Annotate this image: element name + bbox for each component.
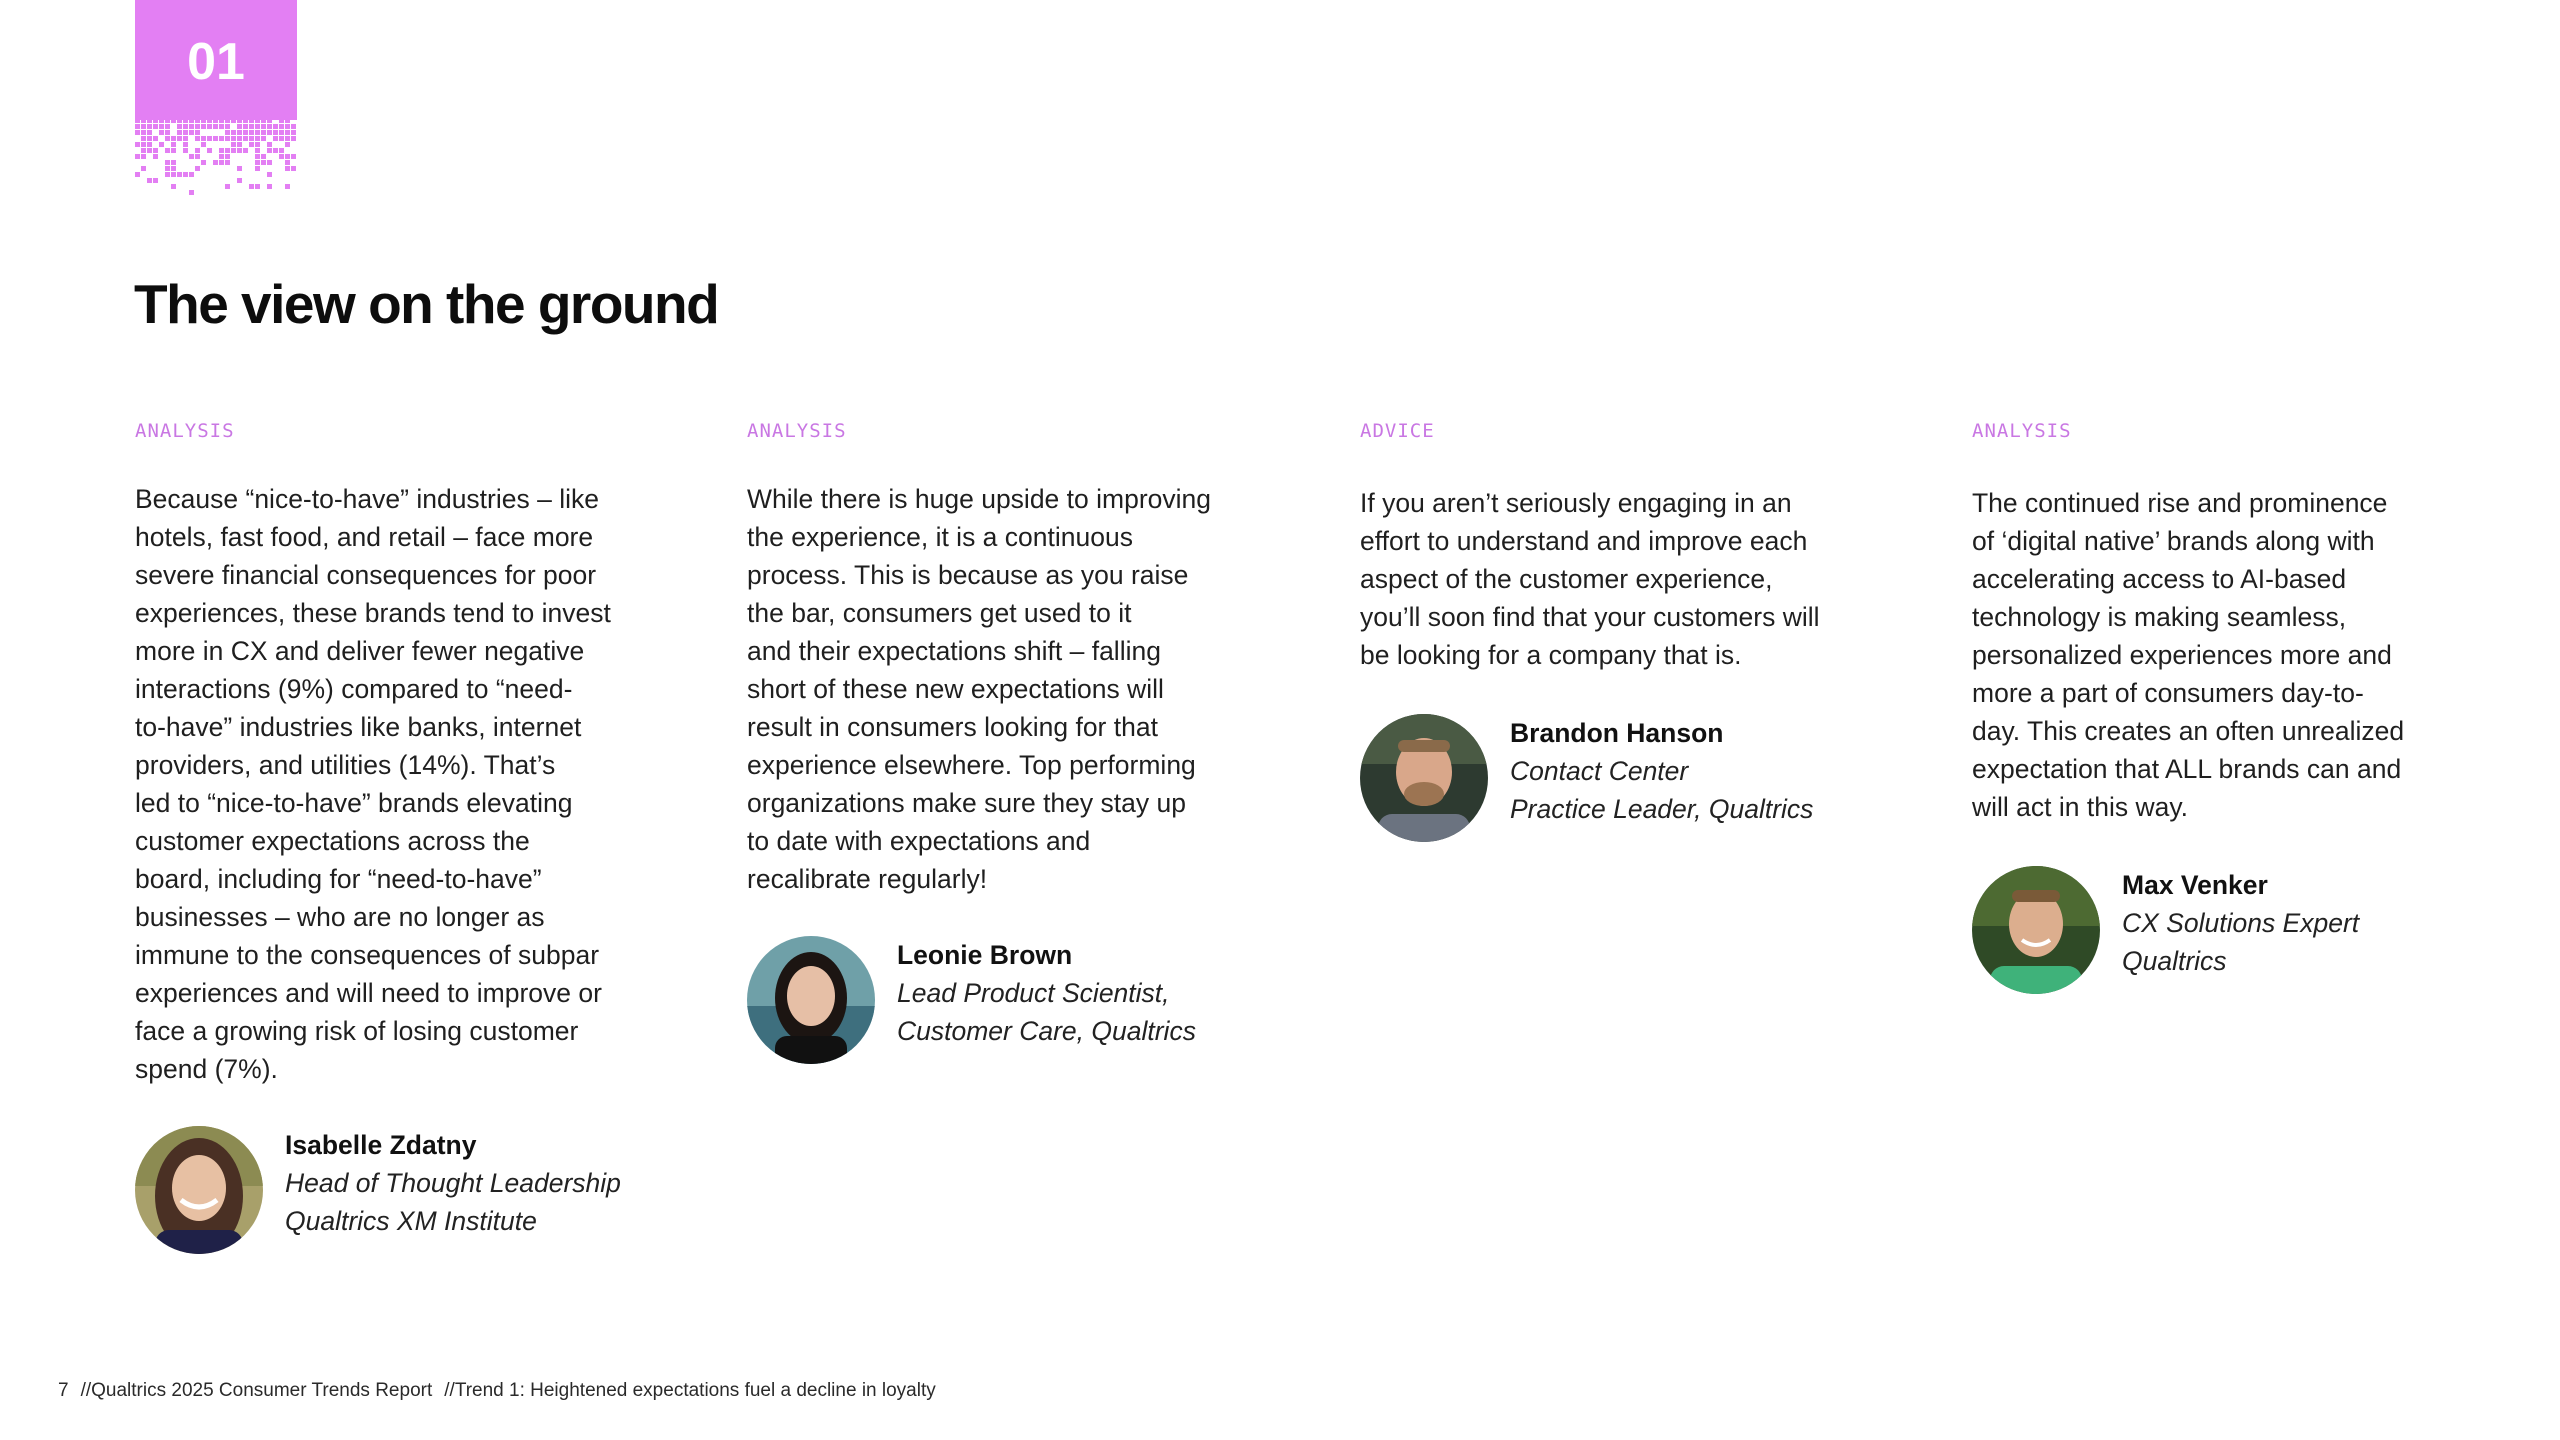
pixel-square <box>201 124 206 129</box>
pixel-square <box>177 136 182 141</box>
pixel-square <box>171 160 176 165</box>
pixel-square <box>147 118 152 123</box>
pixel-square <box>219 136 224 141</box>
pixel-square <box>267 142 272 147</box>
pixel-square <box>225 184 230 189</box>
pixel-square <box>285 184 290 189</box>
page-footer <box>58 1380 936 1402</box>
pixel-square <box>141 166 146 171</box>
pixel-square <box>285 154 290 159</box>
pixel-square <box>255 184 260 189</box>
pixel-square <box>255 160 260 165</box>
column-text: The continued rise and prominence of ‘digital native’ brands along with accelerating access to AI-based technology is making seamless, personalized experiences more and more a part of consumers day-to- day. This creates an often unrealized expectation that ALL brands can and will act in this way. <box>1972 488 2405 822</box>
pixel-square <box>219 124 224 129</box>
author-leonie <box>747 936 1196 1064</box>
pixel-square <box>213 160 218 165</box>
pixel-square <box>147 136 152 141</box>
pixel-square <box>291 124 296 129</box>
pixel-square <box>189 130 194 135</box>
pixel-square <box>249 136 254 141</box>
page-title: The view on the ground <box>134 273 719 335</box>
author-brandon <box>1360 714 1813 842</box>
pixel-square <box>153 154 158 159</box>
pixel-square <box>183 124 188 129</box>
pixel-square <box>267 148 272 153</box>
pixel-square <box>285 136 290 141</box>
footer-separator: // <box>80 1380 92 1401</box>
pixel-square <box>171 148 176 153</box>
pixel-square <box>231 136 236 141</box>
pixel-square <box>189 172 194 177</box>
pixel-square <box>147 142 152 147</box>
pixel-square <box>243 118 248 123</box>
pixel-square <box>279 118 284 123</box>
pixel-square <box>195 124 200 129</box>
pixel-square <box>141 136 146 141</box>
pixel-square <box>279 154 284 159</box>
pixel-square <box>279 136 284 141</box>
pixel-square <box>237 178 242 183</box>
pixel-square <box>165 136 170 141</box>
pixel-square <box>141 142 146 147</box>
report-title: Qualtrics 2025 Consumer Trends Report <box>91 1380 433 1401</box>
pixel-square <box>255 154 260 159</box>
pixel-square <box>249 124 254 129</box>
pixel-square <box>279 124 284 129</box>
avatar <box>747 936 875 1064</box>
author-max <box>1972 866 2359 994</box>
pixel-square <box>153 136 158 141</box>
pixel-square <box>135 172 140 177</box>
pixel-square <box>213 118 218 123</box>
pixel-square <box>147 148 152 153</box>
section-number-badge <box>135 0 297 120</box>
pixel-square <box>183 148 188 153</box>
pixel-square <box>189 118 194 123</box>
pixel-square <box>291 136 296 141</box>
pixel-square <box>225 154 230 159</box>
pixel-square <box>273 136 278 141</box>
pixel-square <box>231 130 236 135</box>
pixel-square <box>249 118 254 123</box>
pixel-square <box>285 166 290 171</box>
pixel-square <box>147 178 152 183</box>
pixel-square <box>177 118 182 123</box>
pixel-square <box>147 130 152 135</box>
page-number: 7 <box>58 1380 69 1401</box>
pixel-square <box>231 142 236 147</box>
pixel-square <box>267 184 272 189</box>
pixel-square <box>195 148 200 153</box>
pixel-square <box>177 130 182 135</box>
pixel-square <box>201 142 206 147</box>
pixel-square <box>213 124 218 129</box>
pixel-square <box>219 154 224 159</box>
column-label: ANALYSIS <box>1972 420 2072 442</box>
column-text: Because “nice-to-have” industries – like hotels, fast food, and retail – face more severe financial consequences for poor experiences, these brands tend to invest more in CX and deliver fewer negative interactions (9%) compared to “need- to-have” industries like banks, internet providers, and utilities (14%). That’s led to “nice-to-have” brands elevating customer expectations across the board, including for “need-to-have” businesses – who are no longer as immune to the consequences of subpar experiences and will need to improve or face a growing risk of losing customer spend (7%). <box>135 484 611 1084</box>
pixel-square <box>225 136 230 141</box>
pixel-square <box>135 154 140 159</box>
author-org: Qualtrics XM Institute <box>285 1206 537 1236</box>
pixel-square <box>261 124 266 129</box>
pixel-square <box>261 136 266 141</box>
pixel-square <box>261 130 266 135</box>
pixel-square <box>237 118 242 123</box>
pixel-square <box>207 124 212 129</box>
pixel-square <box>225 130 230 135</box>
pixel-square <box>153 124 158 129</box>
pixel-square <box>189 154 194 159</box>
pixel-square <box>237 148 242 153</box>
pixel-square <box>255 148 260 153</box>
pixel-square <box>159 130 164 135</box>
pixel-square <box>249 142 254 147</box>
column-label: ANALYSIS <box>747 420 847 442</box>
pixel-square <box>291 130 296 135</box>
pixel-square <box>207 118 212 123</box>
column-label: ANALYSIS <box>135 420 235 442</box>
pixel-square <box>159 142 164 147</box>
quote-column-1 <box>135 420 655 1088</box>
pixel-square <box>255 118 260 123</box>
pixel-square <box>273 124 278 129</box>
pixel-square <box>261 160 266 165</box>
author-role: Lead Product Scientist, <box>897 978 1170 1008</box>
pixel-square <box>243 124 248 129</box>
pixel-square <box>165 118 170 123</box>
pixel-square <box>225 124 230 129</box>
pixel-square <box>177 124 182 129</box>
pixel-square <box>171 172 176 177</box>
pixel-square <box>165 160 170 165</box>
pixel-square <box>171 142 176 147</box>
pixel-square <box>159 124 164 129</box>
quote-column-4 <box>1972 420 2492 826</box>
pixel-square <box>291 166 296 171</box>
pixel-square <box>255 130 260 135</box>
pixel-square <box>267 130 272 135</box>
pixel-square <box>249 184 254 189</box>
pixel-square <box>213 136 218 141</box>
pixel-square <box>165 172 170 177</box>
pixel-square <box>177 172 182 177</box>
pixel-square <box>195 130 200 135</box>
quote-column-3 <box>1360 420 1880 674</box>
pixel-square <box>171 184 176 189</box>
column-text: If you aren’t seriously engaging in an effort to understand and improve each aspect of the customer experience, you’ll soon find that your customers will be looking for a company that is. <box>1360 488 1820 670</box>
author-name: Max Venker <box>2122 870 2268 900</box>
pixel-square <box>165 148 170 153</box>
pixel-square <box>183 142 188 147</box>
pixel-square <box>261 154 266 159</box>
footer-separator: // <box>444 1380 455 1401</box>
pixel-square <box>171 118 176 123</box>
pixel-square <box>249 130 254 135</box>
pixel-square <box>135 142 140 147</box>
pixel-square <box>201 160 206 165</box>
pixel-square <box>243 148 248 153</box>
pixel-square <box>183 136 188 141</box>
pixel-square <box>207 148 212 153</box>
pixel-square <box>219 148 224 153</box>
pixel-square <box>225 148 230 153</box>
pixel-square <box>201 136 206 141</box>
avatar <box>1972 866 2100 994</box>
column-label: ADVICE <box>1360 420 1435 442</box>
pixel-square <box>279 148 284 153</box>
pixel-square <box>285 130 290 135</box>
pixel-square <box>159 118 164 123</box>
pixel-square <box>219 118 224 123</box>
pixel-square <box>171 166 176 171</box>
pixel-square <box>237 166 242 171</box>
pixel-square <box>225 160 230 165</box>
pixel-square <box>255 142 260 147</box>
pixel-square <box>141 124 146 129</box>
pixel-square <box>267 118 272 123</box>
author-org: Customer Care, Qualtrics <box>897 1016 1196 1046</box>
pixel-square <box>141 154 146 159</box>
pixel-square <box>153 148 158 153</box>
pixel-square <box>285 124 290 129</box>
pixel-square <box>231 148 236 153</box>
pixel-square <box>189 190 194 195</box>
author-name: Isabelle Zdatny <box>285 1130 477 1160</box>
pixel-square <box>285 160 290 165</box>
pixel-square <box>201 118 206 123</box>
pixel-decoration <box>135 118 297 203</box>
pixel-square <box>225 118 230 123</box>
pixel-square <box>261 118 266 123</box>
author-org: Practice Leader, Qualtrics <box>1510 794 1814 824</box>
pixel-square <box>255 124 260 129</box>
pixel-square <box>147 124 152 129</box>
pixel-square <box>291 154 296 159</box>
pixel-square <box>165 124 170 129</box>
pixel-square <box>273 148 278 153</box>
quote-column-2 <box>747 420 1267 898</box>
pixel-square <box>237 136 242 141</box>
pixel-square <box>237 124 242 129</box>
pixel-square <box>237 142 242 147</box>
pixel-square <box>237 130 242 135</box>
pixel-square <box>183 118 188 123</box>
pixel-square <box>267 160 272 165</box>
avatar <box>135 1126 263 1254</box>
author-role: Contact Center <box>1510 756 1689 786</box>
pixel-square <box>135 124 140 129</box>
pixel-square <box>165 166 170 171</box>
pixel-square <box>153 118 158 123</box>
pixel-square <box>141 130 146 135</box>
pixel-square <box>135 130 140 135</box>
pixel-square <box>171 136 176 141</box>
pixel-square <box>255 136 260 141</box>
trend-title: Trend 1: Heightened expectations fuel a decline in loyalty <box>454 1380 936 1401</box>
pixel-square <box>141 118 146 123</box>
pixel-square <box>255 166 260 171</box>
pixel-square <box>279 130 284 135</box>
avatar <box>1360 714 1488 842</box>
pixel-square <box>183 130 188 135</box>
pixel-square <box>189 124 194 129</box>
pixel-square <box>207 136 212 141</box>
pixel-square <box>195 166 200 171</box>
section-number: 01 <box>187 33 245 91</box>
author-name: Leonie Brown <box>897 940 1073 970</box>
pixel-square <box>231 118 236 123</box>
pixel-square <box>219 160 224 165</box>
pixel-square <box>183 172 188 177</box>
pixel-square <box>243 130 248 135</box>
pixel-square <box>153 178 158 183</box>
pixel-square <box>285 118 290 123</box>
author-role: CX Solutions Expert <box>2122 908 2360 938</box>
pixel-square <box>267 124 272 129</box>
pixel-square <box>195 154 200 159</box>
pixel-square <box>195 136 200 141</box>
pixel-square <box>243 136 248 141</box>
pixel-square <box>267 172 272 177</box>
pixel-square <box>285 142 290 147</box>
pixel-square <box>141 148 146 153</box>
author-org: Qualtrics <box>2122 946 2227 976</box>
pixel-square <box>195 118 200 123</box>
author-isabelle <box>135 1126 621 1254</box>
column-text: While there is huge upside to improving the experience, it is a continuous process. This is because as you raise the bar, consumers get used to it and their expectations shift – falling short of these new expectations will result in consumers looking for that experience elsewhere. Top performing organizations make sure they stay up to date with expectations and recalibrate regularly! <box>747 484 1211 894</box>
author-role: Head of Thought Leadership <box>285 1168 621 1198</box>
pixel-square <box>165 130 170 135</box>
author-name: Brandon Hanson <box>1510 718 1724 748</box>
pixel-square <box>135 118 140 123</box>
pixel-square <box>273 130 278 135</box>
